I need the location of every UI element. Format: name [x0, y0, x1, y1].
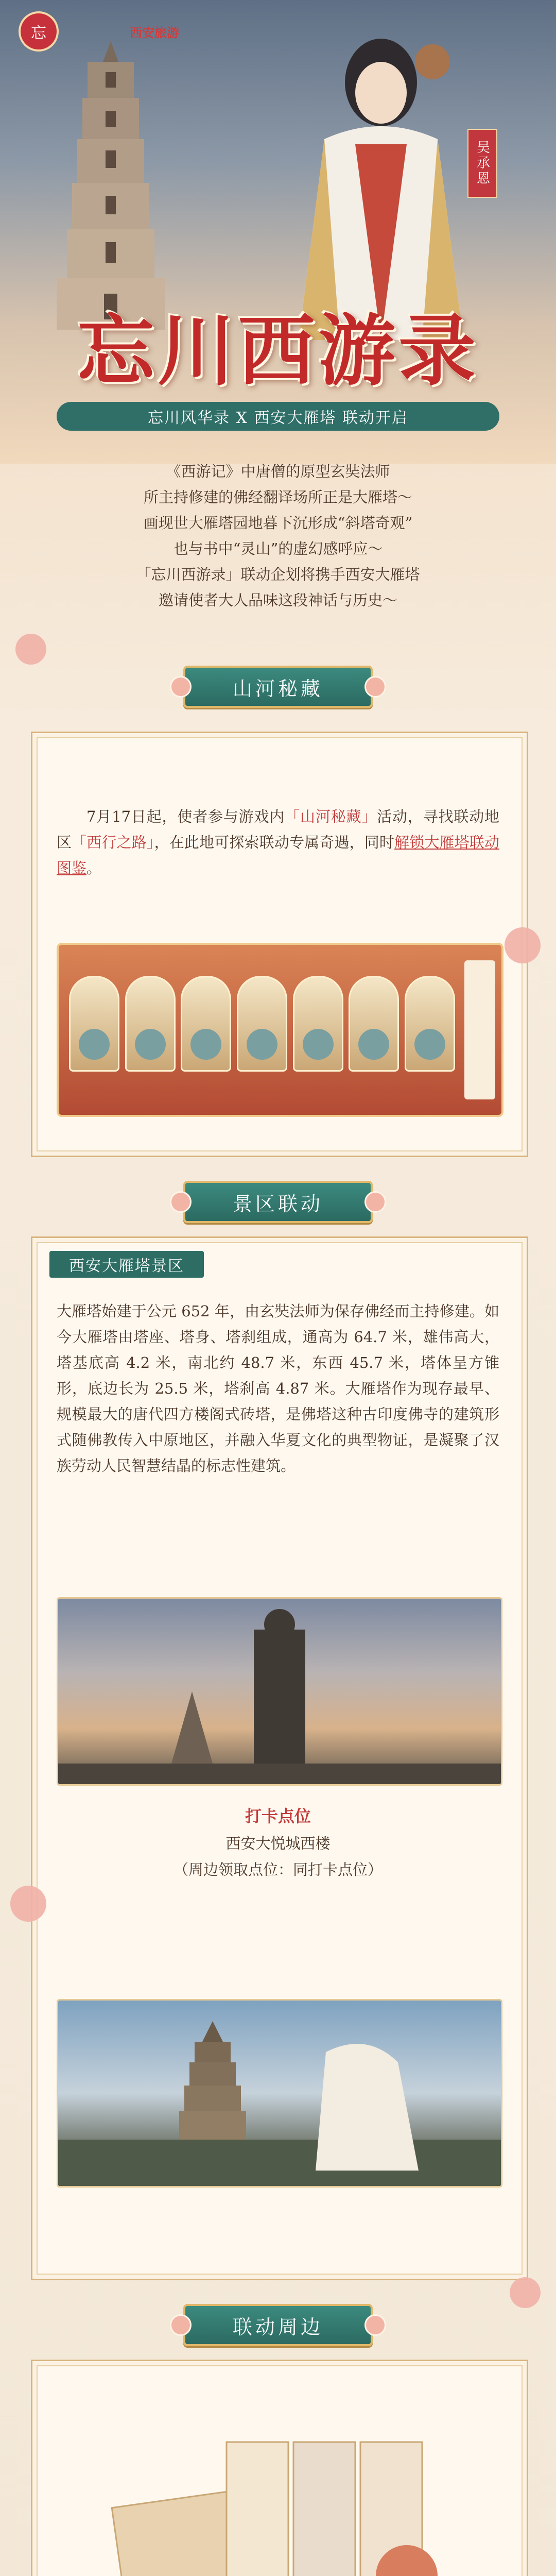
pagoda-photo-illustration	[58, 2001, 501, 2186]
partner-logo	[103, 11, 206, 52]
blossom-icon	[510, 2277, 541, 2308]
text: 。	[86, 859, 102, 877]
intro-line: 所主持修建的佛经翻译场所正是大雁塔～	[143, 488, 412, 506]
map-icon-row	[69, 976, 455, 1072]
pagoda-collab-photo	[57, 1999, 502, 2188]
section-banner-jingqu	[170, 1180, 386, 1224]
intro-line: 「忘川西游录」联动企划将携手西安大雁塔	[136, 566, 420, 583]
section-banner-label: 山河秘藏	[183, 666, 373, 708]
merch-display	[57, 2421, 499, 2576]
checkin-title: 打卡点位	[245, 1806, 311, 1826]
shanhe-paragraph	[57, 804, 499, 881]
section-banner-label: 联动周边	[183, 2304, 373, 2346]
highlight-text: 解锁大雁塔联动图鉴	[57, 834, 499, 877]
intro-text	[41, 459, 515, 613]
intro-line: 画现世大雁塔园地暮下沉形成“斜塔奇观”	[143, 514, 413, 532]
blossom-icon	[10, 1886, 46, 1922]
section-banner-shanhe	[170, 665, 386, 709]
blossom-icon	[170, 676, 192, 698]
partner-logo-text: 西安旅游	[130, 25, 179, 40]
text: 活动，寻找联动地区	[57, 808, 499, 851]
checkin-location: 西安大悦城西楼	[225, 1835, 331, 1852]
intro-line: 邀请使者大人品味这段神话与历史～	[158, 591, 397, 609]
checkin-pickup-note: （周边领取点位：同打卡点位）	[173, 1861, 383, 1878]
collection-side-tab	[464, 960, 495, 1099]
hero-banner	[0, 0, 556, 464]
character-name-tag: 吴承恩	[467, 129, 497, 198]
map-location-icon	[181, 976, 231, 1072]
scenic-description: 大雁塔始建于公元 652 年，由玄奘法师为保存佛经而主持修建。如今大雁塔由塔座、塔身、塔刹组成，通高为 64.7 米，雄伟高大，塔基底高 4.2 米，南北约 48.7 米，东西 45.7 米，塔体呈方锥形，底边长为 25.5 米，塔刹高 4.87 米。大雁塔作为现存最早、规模最大的唐代四方楼阁式砖塔，是佛塔这种古印度佛寺的建筑形式随佛教传入中原地区，并融入华夏文化的典型物证，是凝聚了汉族劳动人民智慧结晶的标志性建筑。	[57, 1302, 499, 1475]
intro-line: 也与书中“灵山”的虚幻感呼应～	[173, 540, 383, 557]
highlight-text: 「山河秘藏」	[285, 808, 377, 825]
statue-illustration	[58, 1599, 501, 1784]
blossom-icon	[505, 927, 541, 963]
map-location-icon	[237, 976, 287, 1072]
blossom-icon	[364, 1191, 386, 1213]
logo-badge: 忘	[19, 11, 59, 52]
section-banner-zhoubian	[170, 2303, 386, 2347]
page-title: 忘川西游录	[77, 306, 479, 396]
map-location-icon	[349, 976, 399, 1072]
checkin-info	[0, 1803, 556, 1879]
scenic-area-heading: 西安大雁塔景区	[49, 1251, 204, 1278]
text: 7月17日起，使者参与游戏内	[86, 808, 285, 825]
game-screenshot-strip	[57, 943, 503, 1117]
pagoda-illustration	[46, 41, 175, 330]
blossom-icon	[364, 676, 386, 698]
highlight-text: 「西行之路」	[72, 834, 154, 851]
game-logo	[10, 11, 67, 52]
intro-line: 《西游记》中唐僧的原型玄奘法师	[166, 463, 390, 480]
blossom-icon	[364, 2314, 386, 2336]
map-location-icon	[293, 976, 343, 1072]
text: ，在此地可探索联动专属奇遇，同时	[154, 834, 395, 851]
map-location-icon	[69, 976, 119, 1072]
blossom-icon	[170, 2314, 192, 2336]
pagoda-statue-photo	[57, 1597, 502, 1786]
blossom-icon	[15, 634, 46, 665]
map-location-icon	[125, 976, 176, 1072]
map-location-icon	[405, 976, 455, 1072]
merch-illustration	[57, 2421, 499, 2576]
section-banner-label: 景区联动	[183, 1181, 373, 1223]
subtitle-bar: 忘川风华录 X 西安大雁塔 联动开启	[57, 402, 499, 431]
blossom-icon	[170, 1191, 192, 1213]
